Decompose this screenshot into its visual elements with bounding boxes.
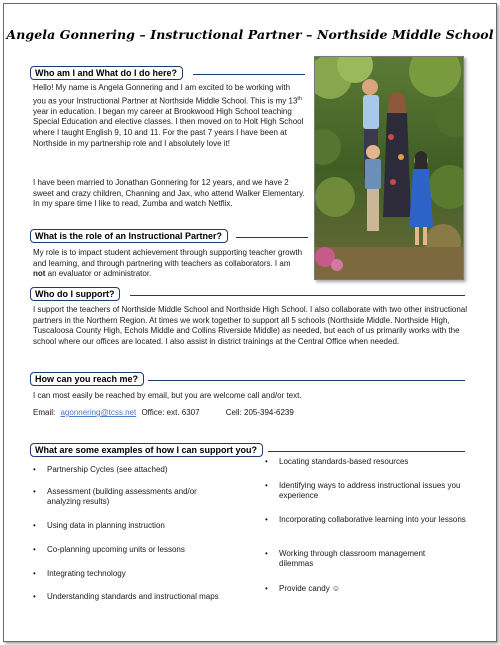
list-item: • Working through classroom management dilemmas bbox=[265, 549, 426, 569]
heading-rule bbox=[193, 74, 305, 75]
support-paragraph: I support the teachers of Northside Middle School and Northside High School. I also collaborate with two other instructional partners in the Northern Region. At times we work together to support all 5 schools (Northside Middle. Northside High, Tuscaloosa County High, Echols Middle and Collins Riverside Middle) as needed, but each of us primarily works with the school where our offices are located. I also assist in district trainings at the Central Office when needed. bbox=[33, 305, 468, 346]
list-item: • Using data in planning instruction bbox=[33, 521, 165, 530]
list-item: • Incorporating collaborative learning into your lessons bbox=[265, 515, 466, 524]
cell-number: Cell: 205-394-6239 bbox=[225, 408, 294, 417]
heading-support: Who do I support? bbox=[30, 287, 120, 301]
heading-rule bbox=[148, 380, 465, 381]
intro-paragraph: Hello! My name is Angela Gonnering and I am excited to be working with you as your Instructional Partner at Northside Middle School. This is my 13th year in education. I began my career at Brookwood High School teaching Special Education and elective classes. I then moved on to Holt High School where I taught English 9, 10 and 11. For the past 7 years I have been at Northside in my partnership role and I absolutely love it! bbox=[33, 83, 304, 148]
list-item: • Partnership Cycles (see attached) bbox=[33, 465, 168, 474]
heading-rule bbox=[268, 451, 465, 452]
email-link[interactable]: agonnering@tcss.net bbox=[60, 408, 137, 417]
family-photo bbox=[314, 56, 464, 280]
role-paragraph: My role is to impact student achievement through supporting teacher growth and learning, and through partnering with teachers as collaborators. I am not an evaluator or administrator. bbox=[33, 248, 303, 279]
page-title: Angela Gonnering – Instructional Partner – Northside Middle School bbox=[6, 27, 494, 42]
list-item: • Locating standards-based resources bbox=[265, 457, 409, 466]
list-item: • Identifying ways to address instructional issues you experience bbox=[265, 481, 461, 501]
list-item: • Integrating technology bbox=[33, 569, 126, 578]
family-photo-image bbox=[315, 57, 463, 279]
heading-reach: How can you reach me? bbox=[30, 372, 144, 386]
list-item: • Co-planning upcoming units or lessons bbox=[33, 545, 185, 554]
contact-line: Email: agonnering@tcss.net Office: ext. 6307 Cell: 205-394-6239 bbox=[33, 408, 294, 417]
heading-rule bbox=[236, 237, 308, 238]
heading-role: What is the role of an Instructional Partner? bbox=[30, 229, 228, 243]
list-item: • Provide candy ☺ bbox=[265, 584, 341, 593]
heading-who-am-i: Who am I and What do I do here? bbox=[30, 66, 183, 80]
office-extension: Office: ext. 6307 bbox=[141, 408, 200, 417]
list-item: • Assessment (building assessments and/or analyzing results) bbox=[33, 487, 197, 507]
heading-rule bbox=[130, 295, 465, 296]
list-item: • Understanding standards and instructional maps bbox=[33, 592, 219, 601]
family-paragraph: I have been married to Jonathan Gonnering for 12 years, and we have 2 sweet and crazy children, Channing and Jax, who attend Walker Elementary. In my spare time I like to read, Zumba and watch Netflix. bbox=[33, 178, 305, 209]
heading-examples: What are some examples of how I can support you? bbox=[30, 443, 263, 457]
reach-paragraph: I can most easily be reached by email, but you are welcome call and/or text. bbox=[33, 391, 302, 400]
